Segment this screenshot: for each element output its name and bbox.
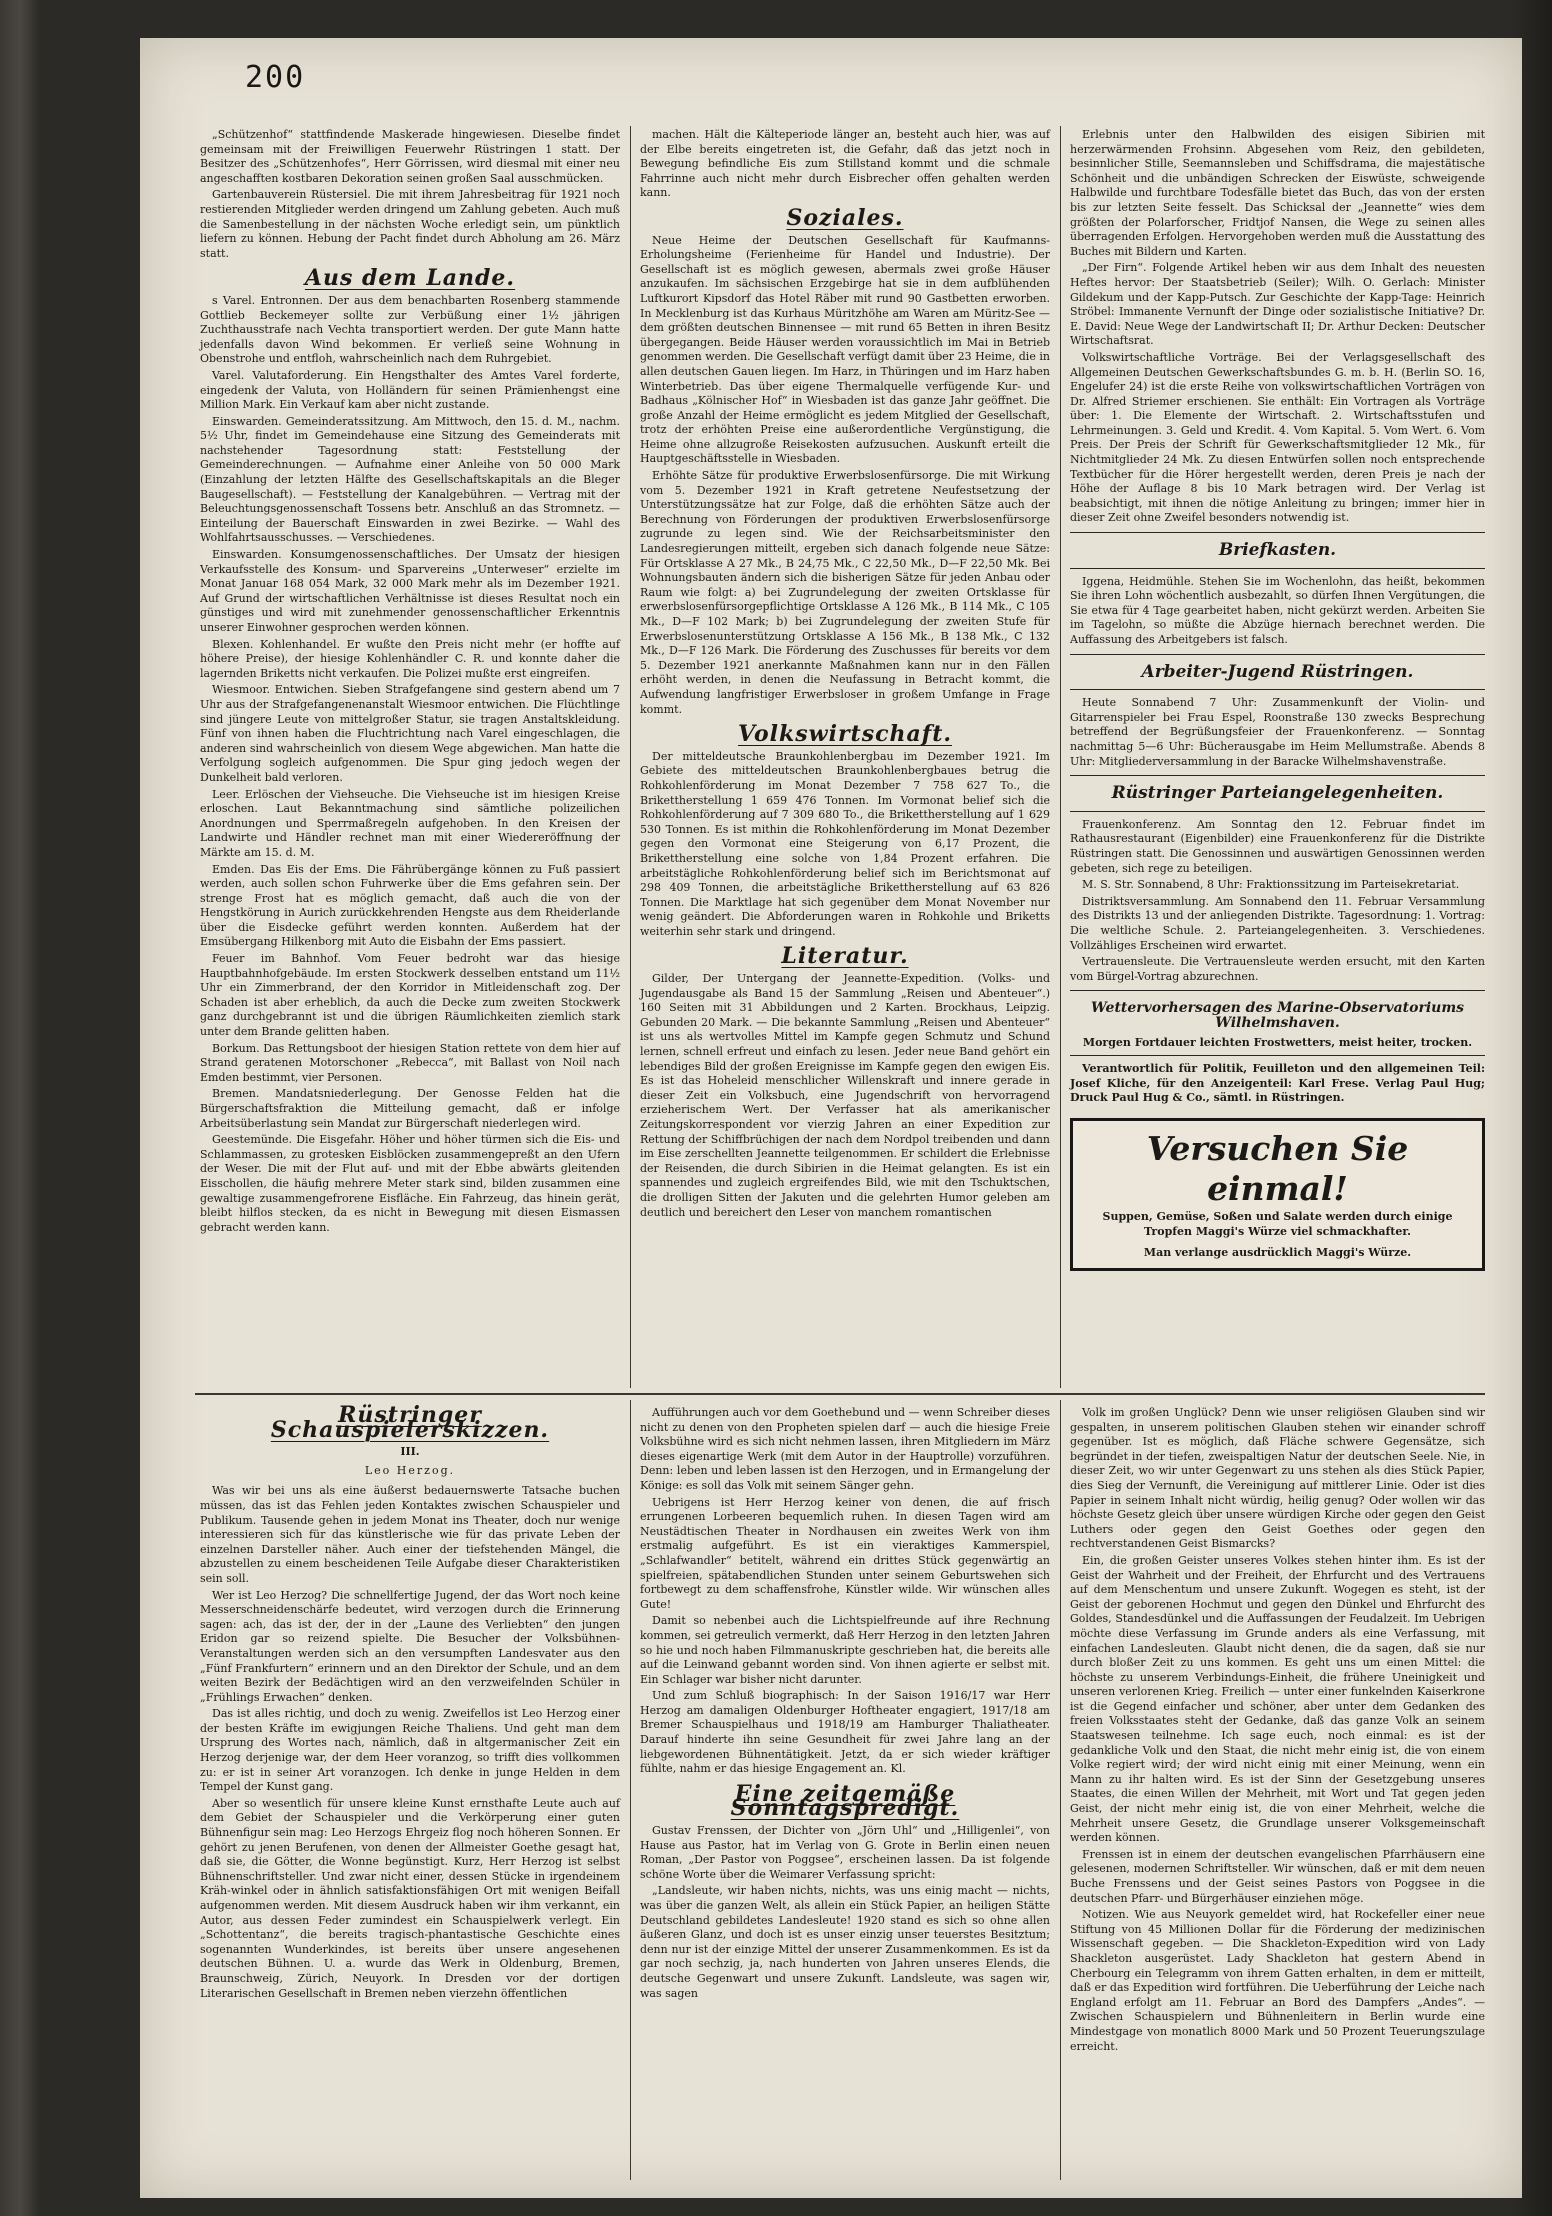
news-item: Blexen. Kohlenhandel. Er wußte den Preis nicht mehr (er hoffte auf höhere Preise), der hiesige Kohlenhändler C. R. und konnte daher die lagernden Briketts nicht verkaufen. Die Polizei mußte erst eingreifen.: [200, 637, 620, 680]
section-heading: Volkswirtschaft.: [737, 721, 953, 748]
column-1: [200, 128, 620, 1237]
news-item: Borkum. Das Rettungsboot der hiesigen Station rettete von dem hier auf Strand geratenen Motorschoner „Rebecca“, mit Ballast von Noil nach Emden bestimmt, vier Personen.: [200, 1041, 620, 1084]
news-item: Gilder, Der Untergang der Jeannette-Expedition. (Volks- und Jugendausgabe als Band 15 der Sammlung „Reisen und Abenteuer“.) 160 Seiten mit 31 Abbildungen und 2 Karten. Brockhaus, Leipzig. Gebunden 20 Mark. — Die bekannte Sammlung „Reisen und Abenteuer“ ist uns als wertvolles Mittel im Kampfe gegen Schmutz und Schund lernen, schnell erfreut und einfach zu lesen. Jeder neue Band gehört ein lebendiges Bild der großen Ereignisse im Kampfe gegen den ewigen Eis. Es ist das Hoheleid menschlicher Willenskraft und innere gerade in dieser Zeit ein Volksbuch, eine Jugendschrift von hervorragend erzieherischem Wert. Der Verfasser hat als amerikanischer Zeitungskorrespondent vor vierzig Jahren an einer Expedition zur Rettung der Schiffbrüchigen der nach dem Nordpol treibenden und dann im Eise zerschellten Jeannette teilgenommen. Er schildert die Erlebnisse der Reisenden, die durch Sibirien in die Heimat gelangten. Es ist ein spannendes und zugleich ergreifendes Bild, wie mit den Tschuktschen, die drolligen Sitten der Jakuten und die gelehrten Humor geleben am deutlich und bereichert den Leser von manchem romantischen: [640, 972, 1050, 1219]
ad-footer: Man verlange ausdrücklich Maggi's Würze.: [1143, 1245, 1412, 1259]
maggi-advertisement: [1070, 1118, 1485, 1271]
news-item: Vertrauensleute. Die Vertrauensleute werden ersucht, mit den Karten vom Bürgel-Vortrag abzurechnen.: [1070, 955, 1485, 983]
news-item: Der mitteldeutsche Braunkohlenbergbau im Dezember 1921. Im Gebiete des mitteldeutschen Braunkohlenbergbaues betrug die Rohkohlenförderung im Monat Dezember 7 758 627 To., die Brikettherstellung 1 659 476 Tonnen. Im Vormonat belief sich die Rohkohlenförderung auf 7 309 680 To., die Brikettherstellung auf 1 629 530 Tonnen. Es ist mithin die Rohkohlenförderung im Monat Dezember gegen den Vormonat eine Steigerung von 6,17 Prozent, die Brikettherstellung eine solche von 1,84 Prozent erfahren. Die arbeitstägliche Rohkohlenförderung belief sich im Berichtsmonat auf 298 409 Tonnen, die arbeitstägliche Brikettherstellung auf 63 826 Tonnen. Die Marktlage hat sich gegenüber dem Monat November nur wenig geändert. Die Abforderungen waren in Rohkohle und Briketts weiterhin sehr stark und dringend.: [640, 749, 1050, 938]
briefkasten-box: [1070, 532, 1485, 569]
article-subject: Leo Herzog.: [364, 1463, 456, 1477]
article-intro: „Schützenhof“ stattfindende Maskerade hingewiesen. Dieselbe findet gemeinsam mit der Freiwilligen Feuerwehr Rüstringen 1 statt. Der Besitzer des „Schützenhofes“, Herr Görrissen, wird diesmal mit einer neu angeschafften kostbaren Dekoration seinen großen Saal ausschmücken.: [200, 128, 620, 185]
section-heading: Wettervorhersagen des Marine-Observatoriums Wilhelmshaven.: [1090, 1000, 1465, 1031]
news-item: Bremen. Mandatsniederlegung. Der Genosse Felden hat die Bürgerschaftsfraktion die Mitteilung gemacht, daß er infolge Arbeitsüberlastung sein Mandat zur Bürgerschaft niederlegen wird.: [200, 1087, 620, 1130]
lower-column-3: [1070, 1406, 1485, 2056]
page-number: 200: [245, 60, 306, 95]
section-heading: Briefkasten.: [1218, 540, 1337, 561]
series-part: III.: [400, 1445, 420, 1459]
article-paragraph: Damit so nebenbei auch die Lichtspielfreunde auf ihre Rechnung kommen, sei getreulich vermerkt, daß Herr Herzog in den letzten Jahren so hie und noch haben Filmmanuskripte geschrieben hat, die bereits alle auf die Leinwand gebannt worden sind. Von ihnen agierte er selbst mit. Ein Schlager war bisher nicht darunter.: [640, 1614, 1050, 1686]
party-box: [1070, 775, 1485, 812]
section-heading: Rüstringer Schauspielerskizzen.: [270, 1402, 550, 1443]
news-item: Heute Sonnabend 7 Uhr: Zusammenkunft der Violin- und Gitarrenspieler bei Frau Espel, Roonstraße 130 zwecks Besprechung betreffend der Begrüßungsfeier der Frauenkonferenz. — Sonntag nachmittag 5—6 Uhr: Bücherausgabe im Heim Mellumstraße. Abends 8 Uhr: Mitgliederversammlung in der Baracke Wilhelmshavenstraße.: [1070, 696, 1485, 768]
newspaper-page: [140, 38, 1522, 2198]
news-item: Leer. Erlöschen der Viehseuche. Die Viehseuche ist im hiesigen Kreise erloschen. Laut Bekanntmachung sind sämtliche polizeilichen Anordnungen und Sperrmaßregeln aufgehoben. In den Kreisen der Landwirte und Händler rechnet man mit einer Wiedereröffnung der Märkte am 15. d. M.: [200, 787, 620, 859]
section-heading: Arbeiter-Jugend Rüstringen.: [1141, 661, 1414, 682]
article-paragraph: „Landsleute, wir haben nichts, nichts, was uns einig macht — nichts, was über die ganzen Welt, als allein ein Stück Papier, an heiligen Stätte Deutschland gebildetes Landesleute! 1920 stand es sich so ohne allen äußeren Glanz, und doch ist es unser einzig unser teuerstes Besitztum; denn nur ist der einzige Mittel der unserer Zusammenkommen. Es ist da gar noch sechzig, ja, nach hunderten von Jahren unseres Elends, die deutsche Gegenwart und unsere Zukunft. Landsleute, was sagen wir, was sagen: [640, 1884, 1050, 2000]
news-item: Frauenkonferenz. Am Sonntag den 12. Februar findet im Rathausrestaurant (Eigenbilder) eine Frauenkonferenz für die Distrikte Rüstringen statt. Die Genossinnen und auswärtigen Genossinnen werden gebeten, sich rege zu beteiligen.: [1070, 817, 1485, 875]
imprint: Verantwortlich für Politik, Feuilleton und den allgemeinen Teil: Josef Kliche, für den Anzeigenteil: Karl Frese. Verlag Paul Hug; Druck Paul Hug & Co., sämtl. in Rüstringen.: [1070, 1062, 1485, 1105]
section-heading: Aus dem Lande.: [304, 265, 516, 292]
section-heading: Soziales.: [786, 204, 904, 231]
news-item: Emden. Das Eis der Ems. Die Fährübergänge können zu Fuß passiert werden, auch sollen schon Fuhrwerke über die Ems gefahren sein. Der strenge Frost hat es möglich gemacht, daß auch die von der Hengstkörung in Aurich zurückkehrenden Hengste aus dem Rheiderlande über die Eisdecke geführt werden konnten. Außerdem hat der Emsübergang Hilkenborg mit Auto die Eisbahn der Ems passiert.: [200, 862, 620, 949]
article-paragraph: Uebrigens ist Herr Herzog keiner von denen, die auf frisch errungenen Lorbeeren bequemlich ruhen. In diesen Tagen wird am Neustädtischen Theater in Nordhausen ein zweites Werk von ihm erstmalig aufgeführt. Es ist ein vieraktiges Kammerspiel, „Schlafwandler“ betitelt, während ein drittes Stück gegenwärtig an spielfreien, spätabendlichen Stunden unter seinem Geburtswehen sich fortbewegt zu dem schaffensfrohe, Künstler wilde. Wir wünschen alles Gute!: [640, 1495, 1050, 1611]
lower-column-1: [200, 1402, 620, 2003]
column-rule: [630, 126, 631, 1388]
article-paragraph: Aber so wesentlich für unsere kleine Kunst ernsthafte Leute auch auf dem Gebiet der Schauspieler und die Verkörperung einer guten Bühnenfigur sein mag: Leo Herzogs Ehrgeiz flog noch höheren Sonnen. Er gehört zu jenen Berufenen, von denen der Allmeister Goethe gesagt hat, daß sie, die Götter, die Wonne begünstigt. Kurz, Herr Herzog ist selbst Bühnenschriftsteller. Und zwar nicht einer, dessen Stücke in irgendeinem Kräh-winkel oder in ähnlich satisfaktionsfähigen Ort mit wenigen Beifall aufgenommen werden. Mit diesem Ausdruck haben wir ihm verkannt, ein Autor, aus dessen Feder zumindest ein Schauspielwerk verlegt. Ein „Schottentanz“, die bereits tragisch-phantastische Geschichte eines sogenannten Wunderkindes, ist bereits über unsere angesehenen deutschen Bühnen. U. a. wurde das Werk in Oldenburg, Bremen, Braunschweig, Zürich, Neuyork. In Dresden vor der dortigen Literarischen Gesellschaft in Bremen neben vierzehn öffentlichen: [200, 1796, 620, 2000]
news-item: Wiesmoor. Entwichen. Sieben Strafgefangene sind gestern abend um 7 Uhr aus der Strafgefangenenanstalt Wiesmoor entwichen. Die Flüchtlinge sind jüngere Leute von mittelgroßer Statur, sie tragen Anstaltskleidung. Fünf von ihnen haben die Fluchtrichtung nach Varel eingeschlagen, die anderen sind wahrscheinlich von diesem Wege abgewichen. Man hatte die Verfolgung sogleich aufgenommen. Die Spur ging jedoch wegen der Dunkelheit bald verloren.: [200, 683, 620, 784]
article-intro: Erlebnis unter den Halbwilden des eisigen Sibirien mit herzerwärmenden Frohsinn. Abgesehen vom Reiz, den gebildeten, besinnlicher Stille, Seemannsleben und Schiffsdrama, die majestätische Schönheit und die unbändigen Schrecken der Eiswüste, schweigende Halbwilde und furchtbare Todesfälle bietet das Buch, das von der ersten bis zur letzten Seite fesselt. Das Schicksal der „Jeannette“ wies dem größten der Polarforscher, Fridtjof Nansen, die Wege zu seinen alles überragenden Erfolgen. Hervorgehoben werden muß die Ausstattung des Buches mit Bildern und Karten.: [1070, 128, 1485, 258]
section-heading: Eine zeitgemäße Sonntagspredigt.: [730, 1780, 960, 1822]
news-item: Distriktsversammlung. Am Sonnabend den 11. Februar Versammlung des Distrikts 13 und der anliegenden Distrikte. Tagesordnung: 1. Vortrag: Die weltliche Schule. 2. Parteiangelegenheiten. 3. Verschiedenes. Vollzähliges Erscheinen wird erwartet.: [1070, 894, 1485, 952]
article-intro: machen. Hält die Kälteperiode länger an, besteht auch hier, was auf der Elbe bereits eingetreten ist, die Gefahr, daß das jetzt noch in Bewegung befindliche Eis zum Stillstand kommt und die schmale Fahrrinne auch nicht mehr durch Eisbrecher offen gehalten werden kann.: [640, 128, 1050, 200]
ad-body: Suppen, Gemüse, Soßen und Salate werden durch einige Tropfen Maggi's Würze viel schmackhafter.: [1102, 1209, 1453, 1238]
lower-column-2: [640, 1406, 1050, 2003]
news-item: Iggena, Heidmühle. Stehen Sie im Wochenlohn, das heißt, bekommen Sie ihren Lohn wöchentlich ausbezahlt, so dürfen Ihnen Vergütungen, die Sie etwa für 4 Tage gearbeitet haben, nicht gekürzt werden. Arbeiten Sie im Tagelohn, so müßte die Abzüge hiernach berechnet werden. Die Auffassung des Arbeitgebers ist falsch.: [1070, 574, 1485, 646]
weather-forecast: Morgen Fortdauer leichten Frostwetters, meist heiter, trocken.: [1082, 1036, 1473, 1050]
news-item: M. S. Str. Sonnabend, 8 Uhr: Fraktionssitzung im Parteisekretariat.: [1082, 878, 1460, 892]
news-item: Einswarden. Gemeinderatssitzung. Am Mittwoch, den 15. d. M., nachm. 5½ Uhr, findet im Gemeindehause eine Sitzung des Gemeinderats mit nachstehender Tagesordnung statt: Feststellung der Gemeinderechnungen. — Aufnahme einer Anleihe von 50 000 Mark (Einzahlung der letzten Hälfte des Gesellschaftskapitals an die Bleger Baugesellschaft). — Feststellung der Kanalgebühren. — Vertrag mit der Beleuchtungsgenossenschaft Tossens betr. Anschluß an das Stromnetz. — Einteilung der Bauerschaft Einswarden in zwei Bezirke. — Wahl des Wohlfahrtsausschusses. — Verschiedenes.: [200, 414, 620, 545]
column-rule: [1060, 126, 1061, 1388]
news-item: Neue Heime der Deutschen Gesellschaft für Kaufmanns-Erholungsheime (Ferienheime für Handel und Industrie). Der Gesellschaft ist es möglich gewesen, abermals zwei große Häuser anzukaufen. Im sächsischen Erzgebirge hat sie in dem aufblühenden Luftkurort Kipsdorf das Hotel Räber mit rund 90 Gastbetten erworben. In Mecklenburg ist das Kurhaus Müritzhöhe am Waren am Müritz-See — dem größten deutschen Binnensee — mit rund 65 Betten in ihren Besitz übergegangen. Beide Häuser werden voraussichtlich im Mai in Betrieb genommen werden. Die Gesellschaft verfügt damit über 23 Heime, die in allen deutschen Gauen liegen. Im Harz, in Thüringen und im Harz haben Winterbetrieb. Das über eigene Thermalquelle verfügende Kur- und Badhaus „Kölnischer Hof“ in Wiesbaden ist das ganze Jahr geöffnet. Die große Anzahl der Heime ermöglicht es jedem Mitglied der Gesellschaft, trotz der erhöhten Preise eine außerordentliche Vergünstigung, die Heime ohne allzugroße Reisekosten aufzusuchen. Auskunft erteilt die Hauptgeschäftsstelle in Wiesbaden.: [640, 233, 1050, 466]
news-item: Volkswirtschaftliche Vorträge. Bei der Verlagsgesellschaft des Allgemeinen Deutschen Gewerkschaftsbundes G. m. b. H. (Berlin SO. 16, Engelufer 24) ist die erste Reihe von volkswirtschaftlichen Vorträgen von Dr. Alfred Striemer erschienen. Sie enthält: Ein Vortragen als Vorträge über: 1. Die Elemente der Wirtschaft. 2. Wirtschaftsstufen und Lehrmeinungen. 3. Geld und Kredit. 4. Vom Kapital. 5. Vom Wert. 6. Vom Preis. Der Preis der Schrift für Gewerkschaftsmitglieder 12 Mk., für Nichtmitglieder 24 Mk. Zu diesen Entwürfen sollen noch entsprechende Textbücher für die Hörer hergestellt werden, deren Preis je nach der Höhe der Auflage 8 bis 10 Mark betragen wird. Der Verlag ist beabsichtigt, mit ihnen die nötige Anleitung zu bringen; immer hier in dieser Zeit ohne Zweifel besonders notwendig ist.: [1070, 350, 1485, 525]
news-item: Geestemünde. Die Eisgefahr. Höher und höher türmen sich die Eis- und Schlammassen, zu grotesken Eisblöcken zusammengepreßt an den Ufern der Weser. Die mit der Flut auf- und mit der Ebbe abwärts gleitenden Eisschollen, die häufig mehrere Meter stark sind, bilden zusammen eine gewaltige zusammengefrorene Eisfläche. Ein Fahrzeug, das hinein gerät, bleibt hilflos stecken, da es nicht in Bewegung mit diesen Eismassen gebracht werden kann.: [200, 1133, 620, 1234]
weather-box: [1070, 990, 1485, 1056]
news-item: „Der Firn“. Folgende Artikel heben wir aus dem Inhalt des neuesten Heftes hervor: Der Staatsbetrieb (Seiler); Wilh. O. Gerlach: Minister Gildekum und der Kapp-Putsch. Zur Geschichte der Kapp-Tage: Heinrich Ströbel: Immanente Vernunft der Dinge oder sozialistische Initiative? Dr. E. David: Neue Wege der Landwirtschaft II; Dr. Arthur Decken: Deutscher Wirtschaftsrat.: [1070, 261, 1485, 348]
article-paragraph: Aufführungen auch vor dem Goethebund und — wenn Schreiber dieses nicht zu denen von den Propheten spielen darf — auch die hiesige Freie Volksbühne wird es sich nicht nehmen lassen, ihren Mitgliedern im März dieses eigenartige Werk (mit dem Autor in der Hauptrolle) vorzuführen. Denn: leben und leben lassen ist den Herzogen, und in Ermangelung der Könige: es soll das Volk mit seinem Sänger gehn.: [640, 1406, 1050, 1492]
column-rule: [630, 1400, 631, 2180]
news-item: s Varel. Entronnen. Der aus dem benachbarten Rosenberg stammende Gottlieb Beckemeyer sollte zur Verbüßung einer 1½ jährigen Zuchthausstrafe nach Vechta transportiert werden. Der gute Mann hatte jedenfalls davon Wind bekommen. Er verließ seine Wohnung in Obenstrohe und entfloh, wahrscheinlich nach dem Ruhrgebiet.: [200, 293, 620, 366]
ad-headline: Versuchen Sie einmal!: [1146, 1128, 1409, 1208]
article-paragraph: Das ist alles richtig, und doch zu wenig. Zweifellos ist Leo Herzog einer der besten Kräfte im ewigjungen Reiche Thaliens. Und geht man dem Ursprung des Wortes nach, nämlich, daß in altgermanischer Zeit ein Herzog derjenige war, der dem Heer voranzog, so trifft dies vollkommen zu: er ist in seiner Art voranzogen. Ich denke in junge Helden in dem Tempel der Kunst gang.: [200, 1707, 620, 1794]
article-paragraph: Gustav Frenssen, der Dichter von „Jörn Uhl“ und „Hilligenlei“, von Hause aus Pastor, hat im Verlag von G. Grote in Berlin einen neuen Roman, „Der Pastor von Poggsee“, erscheinen lassen. Da ist folgende schöne Worte über die Weimarer Verfassung spricht:: [640, 1824, 1050, 1881]
section-heading: Literatur.: [781, 943, 909, 970]
news-item: Feuer im Bahnhof. Vom Feuer bedroht war das hiesige Hauptbahnhofgebäude. Im ersten Stockwerk desselben entstand um 11½ Uhr ein Zimmerbrand, der den Korridor in Mitleidenschaft zog. Der Schaden ist aber erheblich, da auch die Decke zum zweiten Stockwerk ganz durchgebrannt ist und die übrigen Räumlichkeiten ziemlich stark unter dem Brande gelitten haben.: [200, 952, 620, 1039]
column-rule: [1060, 1400, 1061, 2180]
news-item: Varel. Valutaforderung. Ein Hengsthalter des Amtes Varel forderte, eingedenk der Valuta, von Holländern für seinen Prämienhengst eine Million Mark. Ein Verkauf kam aber nicht zustande.: [200, 368, 620, 412]
news-item: Erhöhte Sätze für produktive Erwerbslosenfürsorge. Die mit Wirkung vom 5. Dezember 1921 in Kraft getretene Neufestsetzung der Unterstützungssätze hat zur Folge, daß die erhöhten Sätze auch der Berechnung von Förderungen der produktiven Erwerbslosenfürsorge zugrunde zu legen sind. Wie der Reichsarbeitsminister den Landesregierungen mitteilt, ergeben sich danach folgende neue Sätze: Für Ortsklasse A 27 Mk., B 24,75 Mk., C 22,50 Mk., D—F 22,50 Mk. Bei Wohnungsbauten ändern sich die bisherigen Sätze für jeden Anbau oder Raum wie folgt: a) bei Zugrundelegung der zweiten Ortsklasse für erwerbslosenfürsorgepflichtige Ortsklasse A 126 Mk., B 114 Mk., C 105 Mk., D—F 102 Mark; b) bei Zugrundelegung der zweiten Stufe für Erwerbslosenunterstützung Ortsklasse A 156 Mk., B 138 Mk., C 132 Mk., D—F 126 Mark. Die Förderung des Zuschusses für bereits vor dem 5. Dezember 1921 anerkannte Maßnahmen kann nur in den Fällen erhöht werden, in denen die Neufassung in Betracht kommt, die Aufwendung langfristiger Erwerbsloser in großem Umfange in Frage kommt.: [640, 469, 1050, 716]
article-paragraph: Wer ist Leo Herzog? Die schnellfertige Jugend, der das Wort noch keine Messerschneidenschärfe bedeutet, wird verzogen durch die Erinnerung sagen: ach, das ist der, der in der „Laune des Verliebten“ den jungen Eridon gar so reizend spielte. Die Besucher der Volksbühnen-Veranstaltungen werden sich an den versumpften Landesvater aus den „Fünf Frankfurtern“ erinnern und an den Direktor der Schule, und an dem weiten Bezirk der Bedächtigen wird an den verzweifelnden Schüler in „Frühlings Erwachen“ denken.: [200, 1588, 620, 1704]
article-paragraph: Und zum Schluß biographisch: In der Saison 1916/17 war Herr Herzog am damaligen Oldenburger Hoftheater engagiert, 1917/18 am Bremer Schauspielhaus und 1918/19 am Hamburger Thaliatheater. Darauf hinderte ihn seine Gesundheit für zwei Jahre lang an der liebgewordenen Bühnentätigkeit. Jetzt, da er sich wieder kräftiger fühlte, nahm er das hiesige Engagement an. Kl.: [640, 1689, 1050, 1776]
column-3: [1070, 128, 1485, 1271]
article-paragraph: Volk im großen Unglück? Denn wie unser religiösen Glauben sind wir gespalten, in unserem politischen Glauben stehen wir einander schroff gegenüber. Ist es möglich, daß Fläche schwere Gegensätze, sich begründet in der tiefen, zweispaltigen Natur der deutschen Seele. Nie, in dieser Zeit, wo wir unter Gegenwart zu uns stehen als dies Stück Papier, dies Sieg der Vernunft, die Vereinigung auf mittlerer Linie. Oder ist dies Papier in seinem Inhalt nicht würdig, heilig genug? Oder wollen wir das höchste Gesetz gleich über unsere würdigen Kirche oder gegen den Geist Luthers oder gegen den Geist Goethes oder gegen den rechtverstandenen Geist Bismarcks?: [1070, 1406, 1485, 1551]
section-heading: Rüstringer Parteiangelegenheiten.: [1111, 783, 1444, 804]
article-paragraph: Notizen. Wie aus Neuyork gemeldet wird, hat Rockefeller einer neue Stiftung von 45 Millionen Dollar für die Förderung der medizinischen Wissenschaft gegeben. — Die Shackleton-Expedition wird von Lady Shackleton ausgerüstet. Lady Shackleton hat gestern Abend in Cherbourg ein Telegramm von ihrem Gatten erhalten, in dem er mitteilt, daß er das Expedition wird fortführen. Die Ueberführung der Leiche nach England erfolgt am 11. Februar an Bord des Dampfers „Andes“. — Zwischen Schauspielern und Bühnenleitern in Berlin wurde eine Mindestgage von monatlich 8000 Mark und 50 Prozent Teuerungszulage erreicht.: [1070, 1908, 1485, 2053]
club-box: [1070, 654, 1485, 691]
article-paragraph: Ein, die großen Geister unseres Volkes stehen hinter ihm. Es ist der Geist der Wahrheit und der Freiheit, der Ehrfurcht und des Vertrauens auf dem Menschentum und unsere Zukunft. Wogegen es steht, ist der Geist der geborenen Hochmut und gegen den Dünkel und Ehrfurcht des Goldes, Standesdünkel und die Auffassungen der Feudalzeit. Im Uebrigen möchte diese Verfassung im Grunde anders als eine Verfassung, mit einfachen Landesleuten. Glaubt nicht denen, die da sagen, daß sie nur durch bloßer Zeit zu uns kommen. Es geht uns um einen Mittel: die höchste zu unserem Verbindungs-Einheit, die frühere Uneinigkeit und unseren verlorenen Krieg. Freilich — unter einer funkelnden Kaiserkrone ist die Gegend einfacher und schöner, aber unter dem Gedanken des freien Volksstaates steht der Gedanke, daß das ganze Volk an seinem Staatswesen teilnehme. Ich sage euch, noch einmal: es ist der gedankliche Volk und den Staat, die nicht mehr einig ist, die von einem Volke regiert wird; der wird nicht einig mit einer Meinung, wenn ein Mann zu ihr halten wird. Es ist der Sinn der Gesetzgebung unseres Staates, die einen Willen der Mehrheit, mit Wort und Tat gegen jeden Geist, der nicht mehr einig ist, die von einer Mehrheit, welche die Mehrheit unsere Gesetz, die Grundlage unserer Volksgemeinschaft werden können.: [1070, 1553, 1485, 1845]
news-item: Einswarden. Konsumgenossenschaftliches. Der Umsatz der hiesigen Verkaufsstelle des Konsum- und Sparvereins „Unterweser“ erzielte im Monat Januar 168 054 Mark, 32 000 Mark mehr als im Dezember 1921. Auf Grund der wirtschaftlichen Verhältnisse ist dieses Resultat noch ein günstiges und wird mit zunehmender genossenschaftlicher Erkenntnis unserer Einwohner gesprochen werden können.: [200, 548, 620, 634]
article-paragraph: Was wir bei uns als eine äußerst bedauernswerte Tatsache buchen müssen, das ist das Fehlen jeden Kontaktes zwischen Schauspieler und Publikum. Tausende gehen in jedem Monat ins Theater, doch nur wenige interessieren sich für das künstlerische wie für das private Leben der einzelnen Darsteller näher. Auch einer der tiefstehenden Mängel, die abzustellen zu einem bescheidenen Teile Aufgabe dieser Charakteristiken sein soll.: [200, 1484, 620, 1585]
section-rule: [195, 1393, 1485, 1395]
article-gartenbau: Gartenbauverein Rüstersiel. Die mit ihrem Jahresbeitrag für 1921 noch restierenden Mitglieder werden dringend um Zahlung gebeten. Auch muß die Samenbestellung in der nächsten Woche erledigt sein, um pünktlich liefern zu können. Hebung der Pacht findet durch Abholung am 26. März statt.: [200, 188, 620, 260]
column-2: [640, 128, 1050, 1222]
article-paragraph: Frenssen ist in einem der deutschen evangelischen Pfarrhäusern eine gelesenen, modernen Schriftsteller. Wir wünschen, daß er mit dem neuen Buche Frenssens und der Geist seines Pastors von Poggsee in die deutschen Pfarr- und Bürgerhäuser einziehen möge.: [1070, 1847, 1485, 1905]
